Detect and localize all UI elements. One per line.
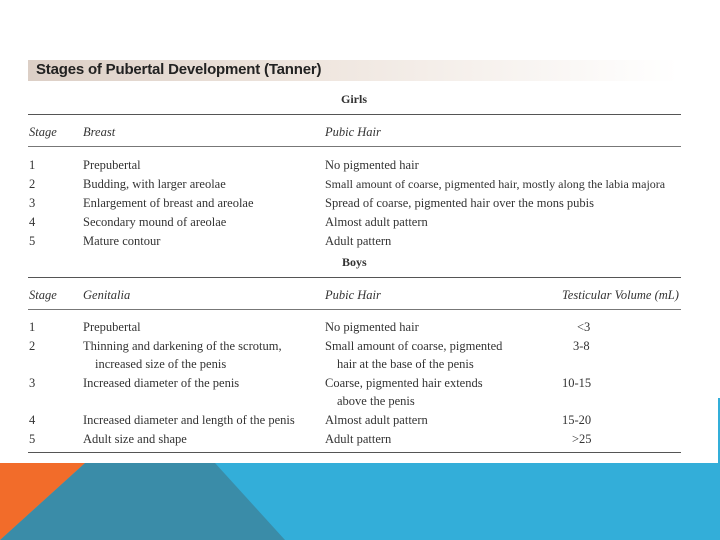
- girls-stage: 4: [29, 215, 36, 229]
- boys-pubic: Small amount of coarse, pigmented: [325, 339, 503, 353]
- boys-genitalia: Adult size and shape: [83, 432, 187, 446]
- boys-genitalia: Thinning and darkening of the scrotum,: [83, 339, 282, 353]
- girls-pubic: Adult pattern: [325, 234, 392, 248]
- boys-genitalia: Increased diameter of the penis: [83, 376, 240, 390]
- boys-pubic-cont: above the penis: [337, 394, 415, 408]
- boys-stage: 2: [29, 339, 36, 353]
- girls-top-rule: [28, 114, 681, 115]
- boys-pubic: Almost adult pattern: [325, 413, 428, 427]
- page-title: Stages of Pubertal Development (Tanner): [36, 61, 322, 78]
- boys-col-genitalia: Genitalia: [83, 288, 131, 302]
- boys-volume: >25: [572, 432, 592, 446]
- boys-volume: 15-20: [562, 413, 592, 427]
- boys-heading: Boys: [342, 255, 367, 269]
- girls-header-rule: [28, 146, 681, 147]
- girls-breast: Secondary mound of areolae: [83, 215, 227, 229]
- boys-volume: 3-8: [573, 339, 590, 353]
- girls-stage: 1: [29, 158, 36, 172]
- boys-stage: 1: [29, 320, 36, 334]
- girls-pubic: Small amount of coarse, pigmented hair, mostly along the labia majora: [325, 177, 666, 191]
- girls-col-stage: Stage: [29, 125, 57, 139]
- boys-col-volume: Testicular Volume (mL): [562, 288, 679, 302]
- boys-pubic: Coarse, pigmented hair extends: [325, 376, 483, 390]
- boys-volume: 10-15: [562, 376, 592, 390]
- girls-breast: Prepubertal: [83, 158, 141, 172]
- boys-stage: 4: [29, 413, 36, 427]
- girls-breast: Enlargement of breast and areolae: [83, 196, 254, 210]
- boys-genitalia: Prepubertal: [83, 320, 141, 334]
- girls-col-pubic: Pubic Hair: [325, 125, 381, 139]
- girls-stage: 3: [29, 196, 36, 210]
- boys-pubic: No pigmented hair: [325, 320, 419, 334]
- boys-top-rule: [28, 277, 681, 278]
- boys-stage: 3: [29, 376, 36, 390]
- boys-pubic-cont: hair at the base of the penis: [337, 357, 474, 371]
- boys-genitalia: Increased diameter and length of the penis: [83, 413, 295, 427]
- girls-col-breast: Breast: [83, 125, 116, 139]
- girls-stage: 2: [29, 177, 36, 191]
- girls-breast: Mature contour: [83, 234, 161, 248]
- table-bottom-rule: [28, 452, 681, 453]
- boys-stage: 5: [29, 432, 36, 446]
- girls-breast: Budding, with larger areolae: [83, 177, 226, 191]
- girls-pubic: No pigmented hair: [325, 158, 419, 172]
- boys-genitalia-cont: increased size of the penis: [95, 357, 227, 371]
- boys-pubic: Adult pattern: [325, 432, 392, 446]
- boys-header-rule: [28, 309, 681, 310]
- girls-pubic: Spread of coarse, pigmented hair over the mons pubis: [325, 196, 595, 210]
- girls-stage: 5: [29, 234, 36, 248]
- boys-col-stage: Stage: [29, 288, 57, 302]
- girls-pubic: Almost adult pattern: [325, 215, 428, 229]
- girls-heading: Girls: [341, 92, 367, 106]
- boys-col-pubic: Pubic Hair: [325, 288, 381, 302]
- boys-volume: <3: [577, 320, 591, 334]
